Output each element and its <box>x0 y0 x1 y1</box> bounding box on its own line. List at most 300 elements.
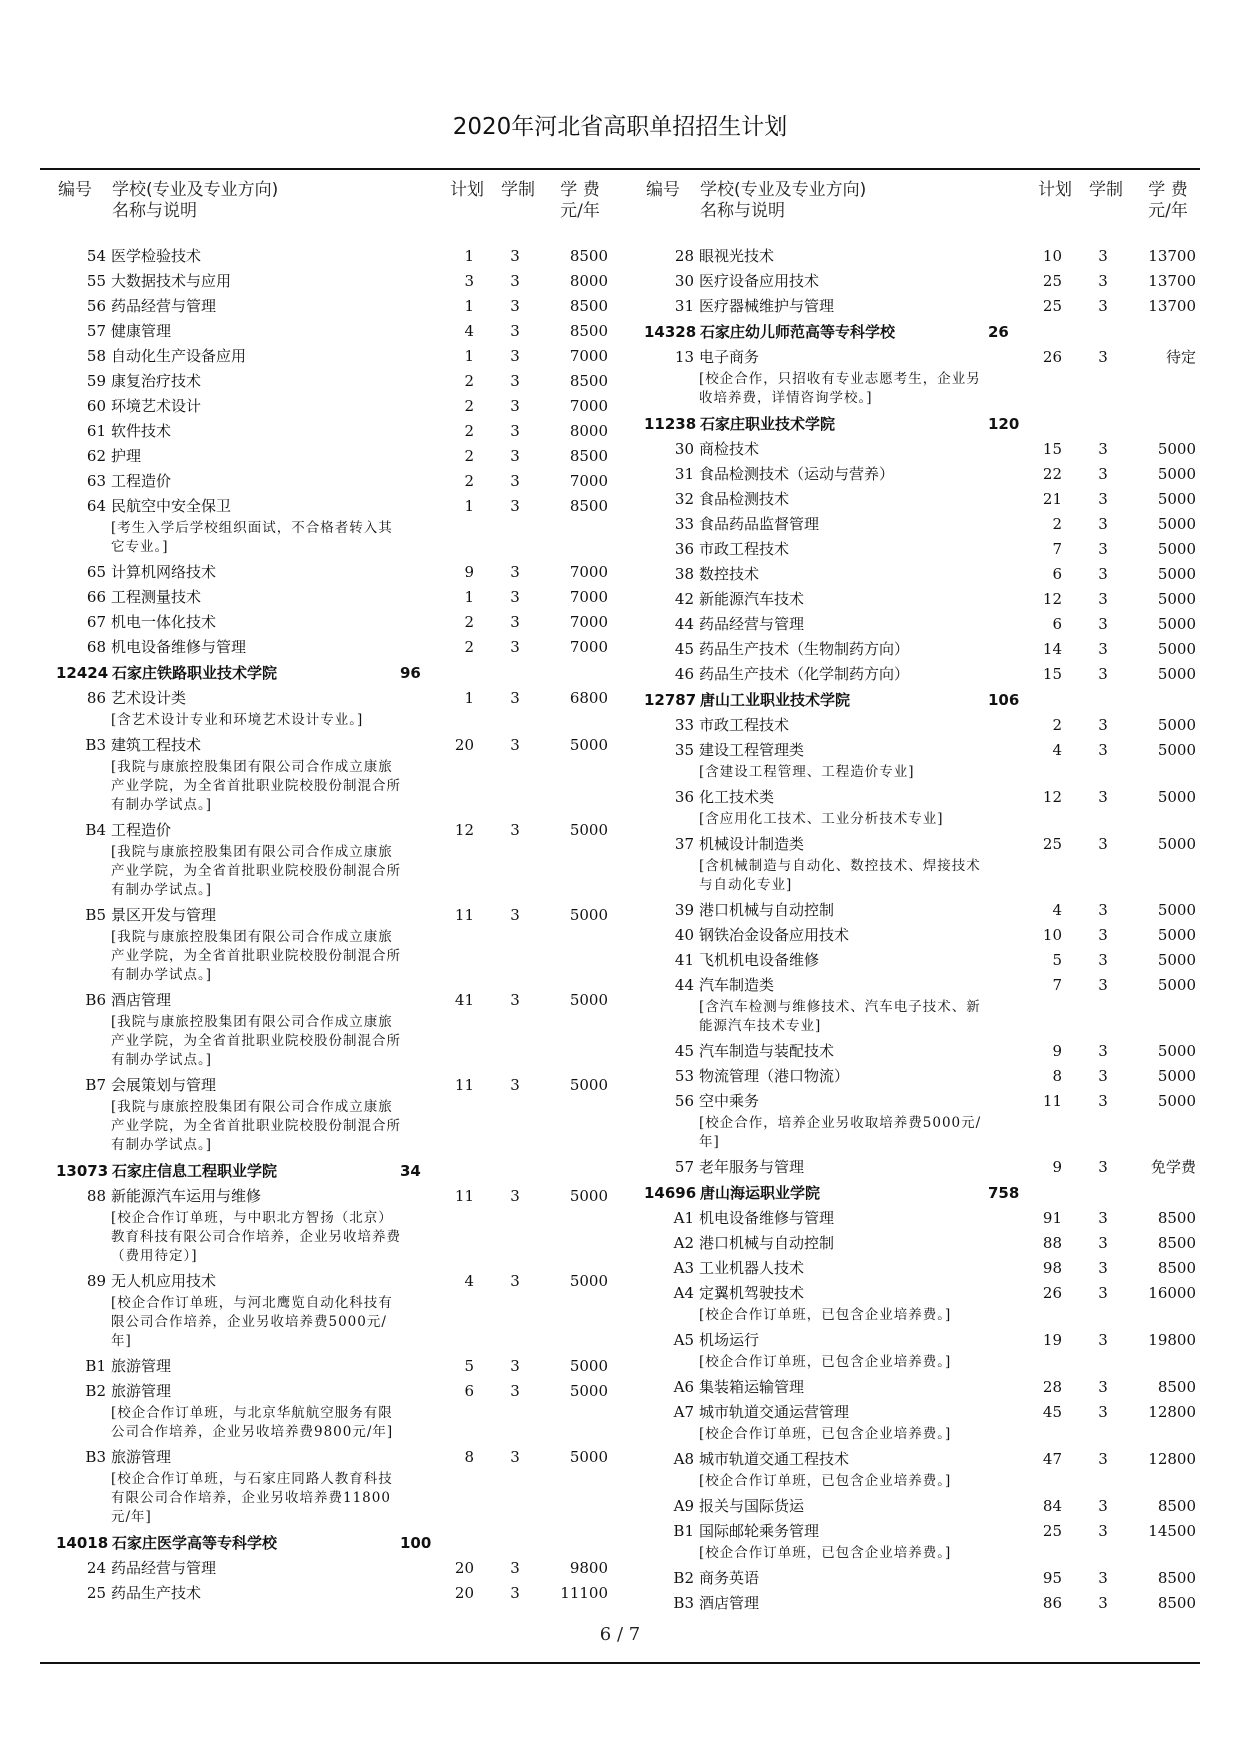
program-name: 新能源汽车技术 <box>699 590 805 608</box>
program-name: 空中乘务 <box>699 1092 760 1110</box>
header-duration: 学制 <box>1089 180 1123 200</box>
footer-rule <box>40 1662 1200 1664</box>
program-fee: 5000 <box>1157 976 1196 994</box>
program-row <box>52 444 617 469</box>
program-name: 计算机网络技术 <box>111 563 217 581</box>
program-fee: 5000 <box>569 1357 608 1375</box>
program-name: 市政工程技术 <box>699 716 790 734</box>
program-name: 国际邮轮乘务管理 <box>699 1522 820 1540</box>
program-fee: 11100 <box>560 1584 608 1602</box>
program-code: A9 <box>673 1497 694 1515</box>
school-code: 12424 <box>56 664 109 682</box>
program-code: 57 <box>674 1158 694 1176</box>
school-plan: 26 <box>988 323 1009 341</box>
school-code: 14018 <box>56 1534 109 1552</box>
program-duration: 3 <box>510 1357 520 1375</box>
program-code: 35 <box>674 741 694 759</box>
program-duration: 3 <box>1098 440 1108 458</box>
program-duration: 3 <box>510 322 520 340</box>
program-code: 61 <box>86 422 106 440</box>
program-row <box>640 713 1205 738</box>
program-fee: 7000 <box>569 588 608 606</box>
program-fee: 5000 <box>1157 716 1196 734</box>
school-name: 石家庄幼儿师范高等专科学校 <box>700 323 896 341</box>
program-name: 食品检测技术（运动与营养） <box>699 465 895 483</box>
program-row <box>52 560 617 585</box>
school-code: 12787 <box>644 691 697 709</box>
program-fee: 5000 <box>1157 741 1196 759</box>
program-fee: 5000 <box>1157 615 1196 633</box>
program-code: A6 <box>673 1378 694 1396</box>
program-row <box>640 1591 1205 1616</box>
program-name: 工业机器人技术 <box>699 1259 805 1277</box>
program-fee: 13700 <box>1148 272 1196 290</box>
program-code: B3 <box>673 1594 694 1612</box>
program-row <box>640 832 1205 857</box>
program-fee: 5000 <box>1157 1092 1196 1110</box>
program-name: 民航空中安全保卫 <box>111 497 232 515</box>
program-name: 酒店管理 <box>111 991 172 1009</box>
program-fee: 19800 <box>1148 1331 1196 1349</box>
program-code: 44 <box>674 976 694 994</box>
school-row <box>640 687 1205 713</box>
program-row <box>640 738 1205 763</box>
header-fee-line2: 元/年 <box>560 201 600 221</box>
program-duration: 3 <box>510 1584 520 1602</box>
program-name: 城市轨道交通运营管理 <box>699 1403 850 1421</box>
program-code: A5 <box>673 1331 694 1349</box>
program-code: A2 <box>673 1234 694 1252</box>
program-plan: 6 <box>1052 565 1062 583</box>
program-row <box>52 344 617 369</box>
program-duration: 3 <box>1098 1284 1108 1302</box>
school-row <box>52 1158 617 1184</box>
program-name: 软件技术 <box>111 422 172 440</box>
school-plan: 96 <box>400 664 421 682</box>
header-name-line1: 学校(专业及专业方向) <box>700 180 867 200</box>
program-row <box>52 369 617 394</box>
program-duration: 3 <box>1098 1042 1108 1060</box>
program-fee: 5000 <box>569 1187 608 1205</box>
program-row <box>640 1231 1205 1256</box>
program-note: [含应用化工技术、工业分析技术专业] <box>699 811 944 827</box>
program-row <box>52 686 617 711</box>
program-plan: 9 <box>1052 1042 1062 1060</box>
program-code: 39 <box>674 901 694 919</box>
program-name: 商检技术 <box>699 440 760 458</box>
program-plan: 14 <box>1042 640 1062 658</box>
header-rule <box>40 168 1200 170</box>
header-plan: 计划 <box>1038 180 1072 200</box>
program-row <box>640 1447 1205 1472</box>
program-plan: 9 <box>464 563 474 581</box>
school-plan: 106 <box>988 691 1020 709</box>
school-name: 唐山海运职业学院 <box>700 1184 821 1202</box>
program-note: [校企合作订单班，已包含企业培养费。] <box>699 1307 952 1323</box>
program-duration: 3 <box>1098 1158 1108 1176</box>
program-duration: 3 <box>1098 1450 1108 1468</box>
school-name: 石家庄职业技术学院 <box>700 415 836 433</box>
program-code: B2 <box>673 1569 694 1587</box>
program-duration: 3 <box>1098 1209 1108 1227</box>
header-fee-line1: 学 费 <box>560 180 600 200</box>
program-plan: 2 <box>464 422 474 440</box>
header-name-line2: 名称与说明 <box>112 201 197 221</box>
program-fee: 7000 <box>569 472 608 490</box>
column-header <box>52 178 617 240</box>
header-code: 编号 <box>58 180 92 200</box>
program-row <box>640 1039 1205 1064</box>
program-fee: 5000 <box>569 821 608 839</box>
header-fee-line2: 元/年 <box>1148 201 1188 221</box>
program-row <box>640 1566 1205 1591</box>
program-code: 44 <box>674 615 694 633</box>
program-duration: 3 <box>1098 926 1108 944</box>
program-duration: 3 <box>510 689 520 707</box>
program-duration: 3 <box>510 297 520 315</box>
program-row <box>52 988 617 1013</box>
program-plan: 3 <box>464 272 474 290</box>
program-code: 32 <box>674 490 694 508</box>
program-code: A1 <box>673 1209 694 1227</box>
program-code: 57 <box>86 322 106 340</box>
program-fee: 12800 <box>1148 1403 1196 1421</box>
program-row <box>52 610 617 635</box>
program-duration: 3 <box>1098 490 1108 508</box>
program-fee: 5000 <box>1157 440 1196 458</box>
program-row <box>640 898 1205 923</box>
program-code: B4 <box>85 821 106 839</box>
program-row <box>640 1519 1205 1544</box>
program-plan: 11 <box>454 906 474 924</box>
program-fee: 8500 <box>1157 1497 1196 1515</box>
program-fee: 8000 <box>569 422 608 440</box>
program-row <box>640 512 1205 537</box>
program-name: 汽车制造类 <box>699 976 775 994</box>
program-row <box>52 394 617 419</box>
program-duration: 3 <box>510 736 520 754</box>
header-name-line1: 学校(专业及专业方向) <box>112 180 279 200</box>
program-name: 新能源汽车运用与维修 <box>111 1187 262 1205</box>
program-name: 汽车制造与装配技术 <box>699 1042 835 1060</box>
program-fee: 5000 <box>1157 665 1196 683</box>
program-plan: 45 <box>1042 1403 1062 1421</box>
program-row <box>640 587 1205 612</box>
page-number: 6 / 7 <box>599 1624 641 1645</box>
program-fee: 9800 <box>569 1559 608 1577</box>
program-code: 28 <box>674 247 694 265</box>
program-name: 机电设备维修与管理 <box>699 1209 835 1227</box>
program-name: 旅游管理 <box>111 1382 172 1400</box>
program-name: 药品经营与管理 <box>111 1559 217 1577</box>
program-row <box>640 637 1205 662</box>
program-note: [含艺术设计专业和环境艺术设计专业。] <box>111 712 364 728</box>
program-duration: 3 <box>510 422 520 440</box>
program-plan: 91 <box>1042 1209 1062 1227</box>
program-note: [校企合作订单班，与河北鹰览自动化科技有限公司合作培养，企业另收培养费5000元/年] <box>111 1295 393 1349</box>
school-name: 石家庄医学高等专科学校 <box>112 1534 278 1552</box>
program-row <box>640 923 1205 948</box>
program-code: 59 <box>86 372 106 390</box>
program-plan: 98 <box>1042 1259 1062 1277</box>
program-fee: 5000 <box>1157 515 1196 533</box>
program-name: 化工技术类 <box>699 788 775 806</box>
program-row <box>640 244 1205 269</box>
program-duration: 3 <box>510 497 520 515</box>
program-fee: 6800 <box>569 689 608 707</box>
program-fee: 16000 <box>1148 1284 1196 1302</box>
program-plan: 19 <box>1042 1331 1062 1349</box>
program-fee: 5000 <box>1157 951 1196 969</box>
program-code: B5 <box>85 906 106 924</box>
program-fee: 8500 <box>569 372 608 390</box>
program-plan: 95 <box>1042 1569 1062 1587</box>
program-fee: 5000 <box>569 991 608 1009</box>
program-name: 景区开发与管理 <box>111 906 217 924</box>
program-name: 酒店管理 <box>699 1594 760 1612</box>
program-name: 旅游管理 <box>111 1357 172 1375</box>
program-duration: 3 <box>1098 1092 1108 1110</box>
program-note: [校企合作，只招收有专业志愿考生，企业另收培养费，详情咨询学校。] <box>699 371 981 406</box>
program-plan: 25 <box>1042 272 1062 290</box>
program-plan: 8 <box>464 1448 474 1466</box>
program-name: 机械设计制造类 <box>699 835 805 853</box>
program-name: 电子商务 <box>699 348 760 366</box>
program-plan: 15 <box>1042 665 1062 683</box>
program-plan: 22 <box>1042 465 1062 483</box>
program-fee: 5000 <box>569 1076 608 1094</box>
program-fee: 5000 <box>1157 590 1196 608</box>
program-row <box>52 294 617 319</box>
program-duration: 3 <box>1098 247 1108 265</box>
program-duration: 3 <box>510 372 520 390</box>
program-code: 33 <box>674 515 694 533</box>
program-code: 13 <box>674 348 694 366</box>
program-plan: 20 <box>454 1559 474 1577</box>
program-name: 建筑工程技术 <box>111 736 202 754</box>
program-fee: 7000 <box>569 563 608 581</box>
program-code: 30 <box>674 440 694 458</box>
program-row <box>52 1581 617 1606</box>
program-name: 会展策划与管理 <box>111 1076 217 1094</box>
program-note: [含汽车检测与维修技术、汽车电子技术、新能源汽车技术专业] <box>699 999 981 1034</box>
program-row <box>52 469 617 494</box>
program-plan: 2 <box>464 472 474 490</box>
program-code: 42 <box>674 590 694 608</box>
school-row <box>52 1530 617 1556</box>
program-fee: 12800 <box>1148 1450 1196 1468</box>
program-plan: 88 <box>1042 1234 1062 1252</box>
program-plan: 5 <box>1052 951 1062 969</box>
program-plan: 4 <box>1052 741 1062 759</box>
program-fee: 8500 <box>569 322 608 340</box>
program-code: 37 <box>674 835 694 853</box>
program-fee: 5000 <box>569 1272 608 1290</box>
program-note: [我院与康旅控股集团有限公司合作成立康旅产业学院，为全省首批职业院校股份制混合所有制办学试点。] <box>111 929 401 983</box>
program-duration: 3 <box>1098 1594 1108 1612</box>
program-plan: 1 <box>464 347 474 365</box>
program-note: [我院与康旅控股集团有限公司合作成立康旅产业学院，为全省首批职业院校股份制混合所有制办学试点。] <box>111 759 401 813</box>
program-code: 31 <box>674 465 694 483</box>
program-duration: 3 <box>1098 741 1108 759</box>
program-duration: 3 <box>1098 465 1108 483</box>
program-row <box>640 1206 1205 1231</box>
program-note: [校企合作订单班，与中职北方智扬（北京）教育科技有限公司合作培养，企业另收培养费（费用待定）] <box>111 1210 401 1264</box>
program-code: 58 <box>86 347 106 365</box>
program-fee: 5000 <box>1157 926 1196 944</box>
school-code: 14328 <box>644 323 697 341</box>
program-name: 建设工程管理类 <box>699 741 805 759</box>
program-code: 53 <box>674 1067 694 1085</box>
program-duration: 3 <box>510 397 520 415</box>
program-plan: 21 <box>1042 490 1062 508</box>
program-name: 数控技术 <box>699 565 760 583</box>
header-fee <box>1140 180 1196 222</box>
program-name: 飞机机电设备维修 <box>699 951 820 969</box>
program-plan: 10 <box>1042 247 1062 265</box>
program-plan: 8 <box>1052 1067 1062 1085</box>
school-code: 14696 <box>644 1184 697 1202</box>
program-duration: 3 <box>510 272 520 290</box>
program-plan: 12 <box>454 821 474 839</box>
program-fee: 5000 <box>1157 1042 1196 1060</box>
program-code: B7 <box>85 1076 106 1094</box>
program-name: 环境艺术设计 <box>111 397 202 415</box>
program-row <box>52 1269 617 1294</box>
program-row <box>52 319 617 344</box>
program-plan: 2 <box>1052 515 1062 533</box>
program-duration: 3 <box>1098 1259 1108 1277</box>
program-code: 38 <box>674 565 694 583</box>
program-row <box>52 244 617 269</box>
program-plan: 5 <box>464 1357 474 1375</box>
program-plan: 4 <box>464 1272 474 1290</box>
program-plan: 12 <box>1042 788 1062 806</box>
program-name: 药品生产技术（生物制药方向） <box>699 640 910 658</box>
program-row <box>640 1328 1205 1353</box>
program-code: A8 <box>673 1450 694 1468</box>
left-entries <box>52 244 617 1606</box>
program-duration: 3 <box>1098 716 1108 734</box>
program-code: 62 <box>86 447 106 465</box>
program-name: 食品检测技术 <box>699 490 790 508</box>
program-name: 健康管理 <box>111 322 172 340</box>
program-row <box>52 635 617 660</box>
program-row <box>640 437 1205 462</box>
program-fee: 5000 <box>569 1448 608 1466</box>
program-plan: 2 <box>464 447 474 465</box>
school-plan: 100 <box>400 1534 432 1552</box>
school-code: 11238 <box>644 415 697 433</box>
program-note: [校企合作订单班，已包含企业培养费。] <box>699 1473 952 1489</box>
program-row <box>640 462 1205 487</box>
program-code: 45 <box>674 1042 694 1060</box>
program-code: A7 <box>673 1403 694 1421</box>
header-fee <box>552 180 608 222</box>
program-fee: 8500 <box>569 297 608 315</box>
program-duration: 3 <box>510 347 520 365</box>
program-row <box>640 1494 1205 1519</box>
program-code: B2 <box>85 1382 106 1400</box>
program-row <box>640 1064 1205 1089</box>
program-fee: 7000 <box>569 347 608 365</box>
program-code: B3 <box>85 736 106 754</box>
program-fee: 8500 <box>1157 1594 1196 1612</box>
program-row <box>640 1400 1205 1425</box>
program-name: 钢铁冶金设备应用技术 <box>699 926 850 944</box>
program-note: [校企合作订单班，与石家庄同路人教育科技有限公司合作培养，企业另收培养费11800元/年] <box>111 1471 393 1525</box>
school-name: 石家庄铁路职业技术学院 <box>112 664 278 682</box>
program-name: 市政工程技术 <box>699 540 790 558</box>
program-plan: 1 <box>464 247 474 265</box>
program-fee: 13700 <box>1148 247 1196 265</box>
program-row <box>52 269 617 294</box>
program-code: 54 <box>86 247 106 265</box>
school-name: 唐山工业职业技术学院 <box>700 691 851 709</box>
program-plan: 1 <box>464 297 474 315</box>
program-duration: 3 <box>1098 788 1108 806</box>
program-duration: 3 <box>1098 540 1108 558</box>
program-duration: 3 <box>1098 1331 1108 1349</box>
program-duration: 3 <box>1098 272 1108 290</box>
program-code: 24 <box>86 1559 106 1577</box>
program-name: 城市轨道交通工程技术 <box>699 1450 850 1468</box>
program-plan: 10 <box>1042 926 1062 944</box>
program-note: [校企合作订单班，已包含企业培养费。] <box>699 1545 952 1561</box>
program-name: 大数据技术与应用 <box>111 272 232 290</box>
program-row <box>640 537 1205 562</box>
program-name: 港口机械与自动控制 <box>699 1234 835 1252</box>
program-plan: 2 <box>464 638 474 656</box>
program-plan: 7 <box>1052 976 1062 994</box>
program-plan: 7 <box>1052 540 1062 558</box>
program-row <box>52 585 617 610</box>
program-plan: 11 <box>1042 1092 1062 1110</box>
column-header <box>640 178 1205 240</box>
program-name: 机场运行 <box>699 1331 760 1349</box>
program-code: 65 <box>86 563 106 581</box>
program-plan: 11 <box>454 1076 474 1094</box>
header-code: 编号 <box>646 180 680 200</box>
program-code: 63 <box>86 472 106 490</box>
program-name: 商务英语 <box>699 1569 760 1587</box>
program-row <box>640 948 1205 973</box>
program-name: 无人机应用技术 <box>111 1272 217 1290</box>
program-plan: 25 <box>1042 1522 1062 1540</box>
program-plan: 25 <box>1042 297 1062 315</box>
program-row <box>52 903 617 928</box>
program-duration: 3 <box>1098 901 1108 919</box>
program-plan: 20 <box>454 1584 474 1602</box>
program-code: 31 <box>674 297 694 315</box>
program-name: 护理 <box>111 447 142 465</box>
program-name: 康复治疗技术 <box>111 372 202 390</box>
program-note: [我院与康旅控股集团有限公司合作成立康旅产业学院，为全省首批职业院校股份制混合所有制办学试点。] <box>111 844 401 898</box>
program-duration: 3 <box>1098 665 1108 683</box>
program-plan: 9 <box>1052 1158 1062 1176</box>
program-fee: 7000 <box>569 638 608 656</box>
program-duration: 3 <box>1098 565 1108 583</box>
school-plan: 758 <box>988 1184 1020 1202</box>
header-name <box>112 180 278 222</box>
program-name: 食品药品监督管理 <box>699 515 820 533</box>
program-fee: 5000 <box>1157 640 1196 658</box>
program-name: 工程造价 <box>111 821 172 839</box>
program-row <box>640 1375 1205 1400</box>
program-duration: 3 <box>510 1382 520 1400</box>
school-plan: 120 <box>988 415 1020 433</box>
program-note: [我院与康旅控股集团有限公司合作成立康旅产业学院，为全省首批职业院校股份制混合所有制办学试点。] <box>111 1014 401 1068</box>
